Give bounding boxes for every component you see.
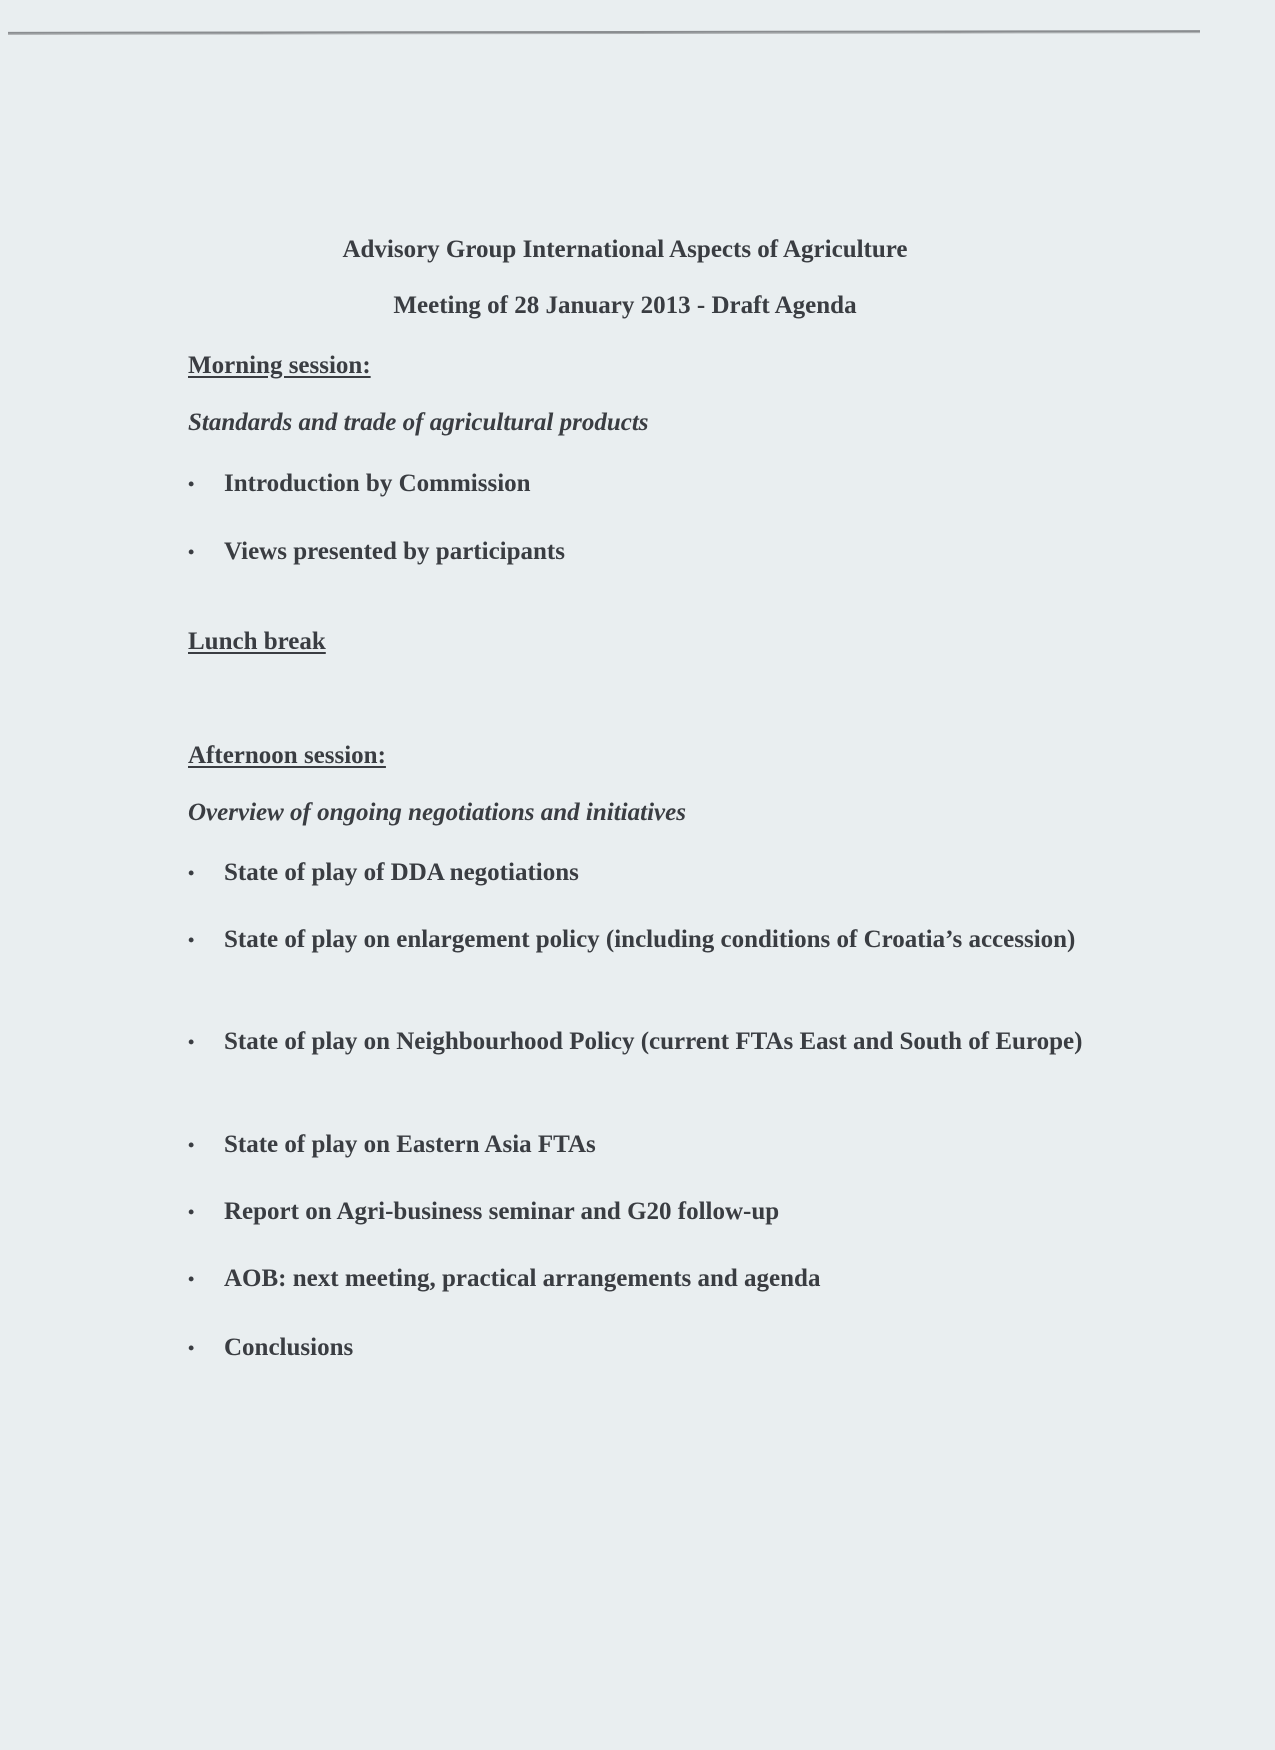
agenda-item-text: State of play of DDA negotiations xyxy=(224,859,579,886)
agenda-item-text: Conclusions xyxy=(224,1334,354,1361)
agenda-item-text: Views presented by participants xyxy=(224,538,565,565)
document-title: Advisory Group International Aspects of Agriculture xyxy=(342,236,908,263)
agenda-item xyxy=(188,922,1088,958)
bullet-icon: • xyxy=(188,1269,195,1289)
bullet-icon: • xyxy=(188,1135,195,1155)
agenda-item-text: AOB: next meeting, practical arrangements and agenda xyxy=(224,1265,821,1292)
bullet-icon: • xyxy=(188,1338,195,1358)
bullet-icon: • xyxy=(188,863,195,883)
agenda-item xyxy=(188,855,1088,891)
agenda-item-text: State of play on Neighbourhood Policy (current FTAs East and South of Europe) xyxy=(224,1028,1083,1055)
afternoon-session-topic: Overview of ongoing negotiations and initiatives xyxy=(188,799,686,826)
agenda-item xyxy=(188,1261,1088,1297)
morning-session-topic: Standards and trade of agricultural products xyxy=(188,409,649,436)
agenda-item xyxy=(188,466,1088,502)
top-horizontal-rule xyxy=(8,30,1200,35)
bullet-icon: • xyxy=(188,930,195,950)
agenda-item xyxy=(188,1024,1088,1060)
agenda-item xyxy=(188,534,1088,570)
bullet-icon: • xyxy=(188,1032,195,1052)
agenda-item-text: Report on Agri-business seminar and G20 follow-up xyxy=(224,1198,780,1225)
lunch-break-heading: Lunch break xyxy=(188,628,326,655)
agenda-item-text: State of play on enlargement policy (including conditions of Croatia’s accession) xyxy=(224,926,1076,953)
agenda-item-text: State of play on Eastern Asia FTAs xyxy=(224,1131,596,1158)
agenda-item xyxy=(188,1127,1088,1163)
document-subtitle: Meeting of 28 January 2013 - Draft Agenda xyxy=(393,292,857,319)
afternoon-session-heading: Afternoon session: xyxy=(188,742,386,769)
agenda-item xyxy=(188,1194,1088,1230)
bullet-icon: • xyxy=(188,474,195,494)
bullet-icon: • xyxy=(188,1202,195,1222)
agenda-item xyxy=(188,1330,1088,1366)
agenda-item-text: Introduction by Commission xyxy=(224,470,531,497)
bullet-icon: • xyxy=(188,542,195,562)
morning-session-heading: Morning session: xyxy=(188,352,371,379)
